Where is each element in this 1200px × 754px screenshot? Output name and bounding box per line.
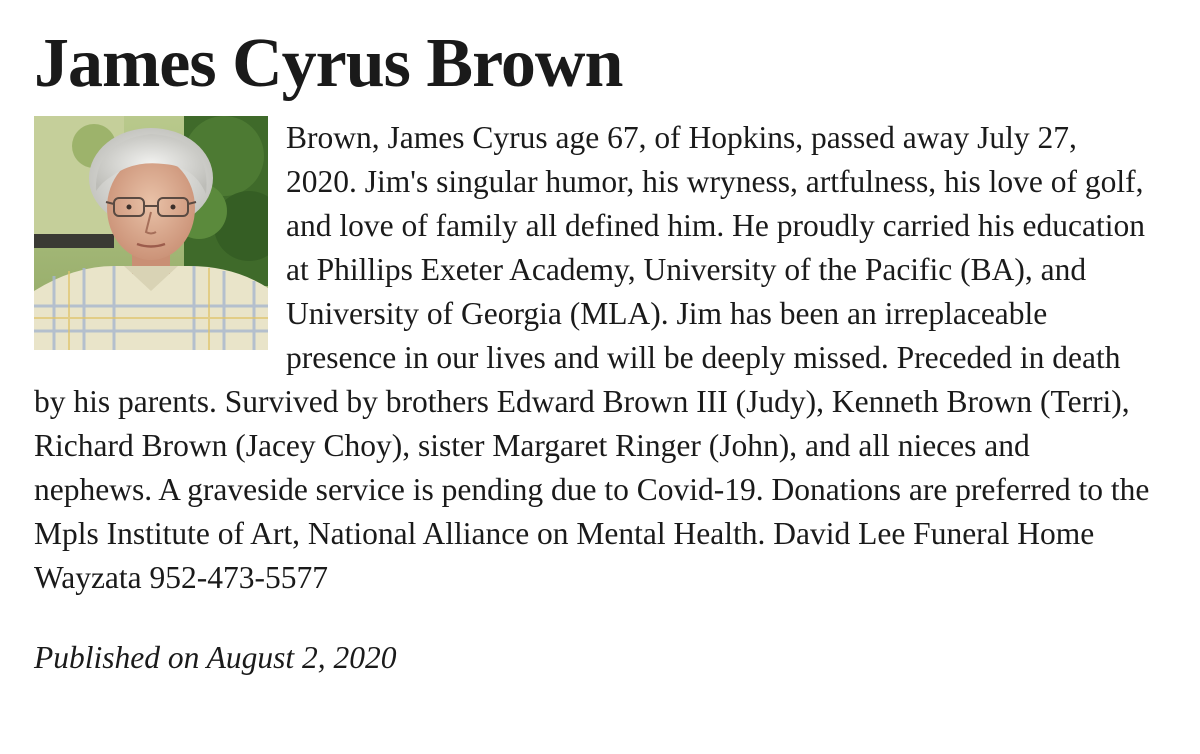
obituary-body-text: Brown, James Cyrus age 67, of Hopkins, passed away July 27, 2020. Jim's singular humor, his wryness, artfulness, his love of golf, and love of family all defined him. He proudly carried his education at Phillips Exeter Academy, University of the Pacific (BA), and University of Georgia (MLA). Jim has been an irreplaceable presence in our lives and will be deeply missed. Preceded in death by his parents. Survived by brothers Edward Brown III (Judy), Kenneth Brown (Terri), Richard Brown (Jacey Choy), sister Margaret Ringer (John), and all nieces and nephews. A graveside service is pending due to Covid-19. Donations are preferred to the Mpls Institute of Art, National Alliance on Mental Health. David Lee Funeral Home Wayzata 952-473-5577 bbox=[34, 120, 1150, 595]
obituary-title: James Cyrus Brown bbox=[34, 25, 623, 102]
portrait-photo-icon bbox=[34, 116, 268, 350]
obituary-body bbox=[34, 116, 1154, 600]
published-date: Published on August 2, 2020 bbox=[34, 640, 397, 675]
portrait-photo bbox=[34, 116, 268, 350]
obituary-page bbox=[34, 22, 1154, 678]
